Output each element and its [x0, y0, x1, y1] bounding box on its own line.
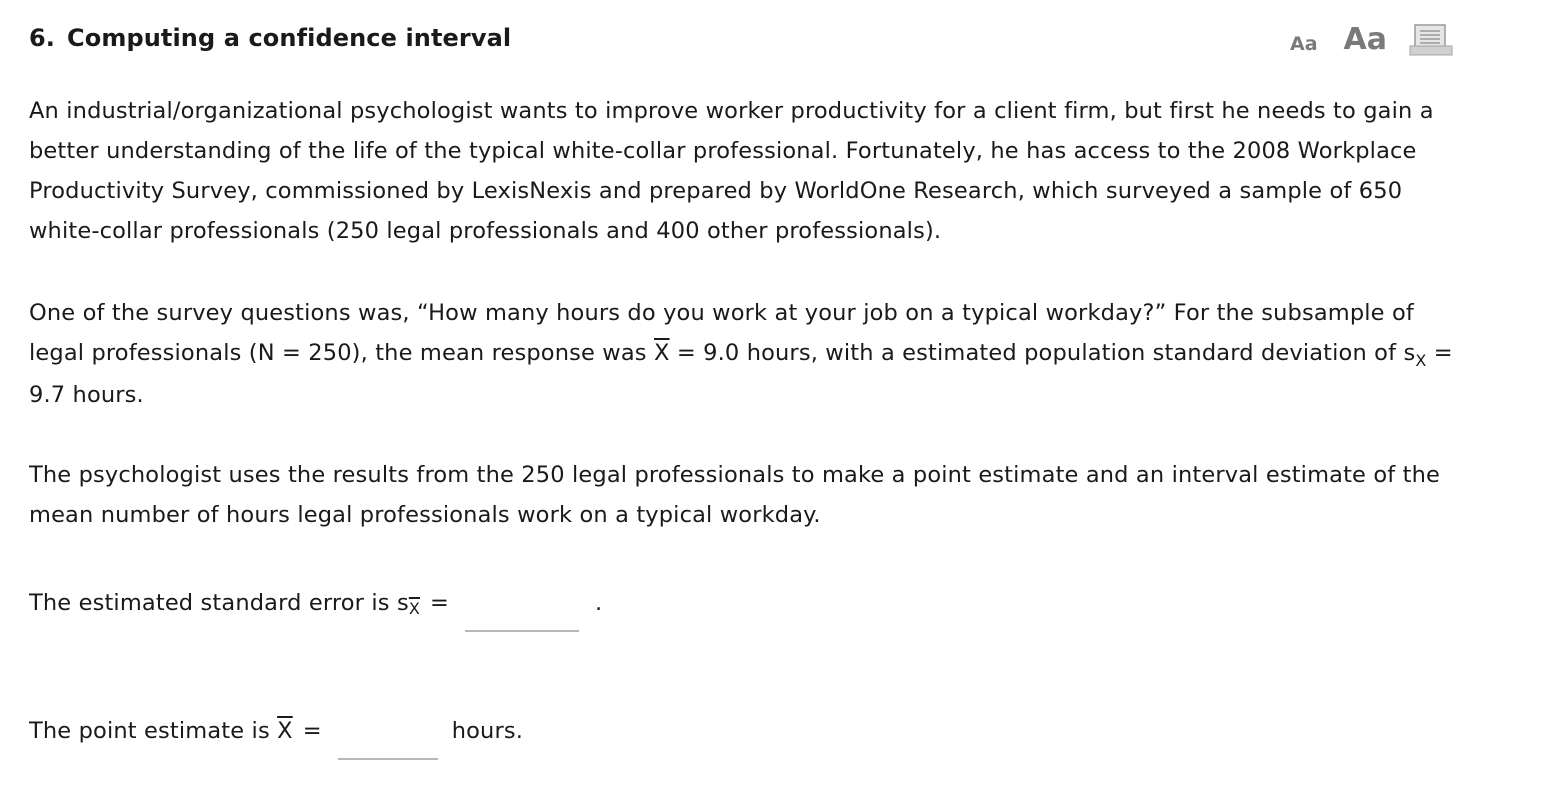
question-number: 6.: [29, 24, 56, 52]
sx-subscript: X: [1415, 351, 1427, 370]
sample-mean-symbol: $\overline{X}$: [653, 340, 670, 366]
printer-icon[interactable]: [1409, 22, 1453, 58]
intro-paragraph: An industrial/organizational psychologist wants to improve worker productivity for a client firm, but first he needs to gain a better understanding of the life of the typical white-collar professional. Fortunately, he has access to the 2008 Workplace Productivity Survey, commissioned by LexisNexis and prepared by WorldOne Research, which surveyed a sample of 650 white-collar professionals (250 legal professionals and 400 other professionals).: [29, 98, 1434, 244]
point-estimate-input[interactable]: [338, 720, 438, 760]
standard-error-row: [29, 583, 602, 623]
point-estimate-unit: hours.: [451, 718, 524, 744]
question-heading: [29, 24, 511, 52]
estimate-paragraph: The psychologist uses the results from the 250 legal professionals to make a point estimate and an interval estimate of the mean number of hours legal professionals work on a typical workday.: [29, 462, 1441, 528]
standard-error-period: .: [594, 590, 603, 616]
toolbar: [1290, 18, 1453, 62]
standard-error-subscript: $\overline{X}$: [408, 599, 420, 618]
standard-error-label: The estimated standard error is s: [29, 590, 409, 616]
point-estimate-symbol: $\overline{X}$: [277, 718, 293, 744]
decrease-font-button[interactable]: Aa: [1290, 32, 1318, 55]
standard-error-equals: =: [429, 590, 449, 616]
standard-error-input[interactable]: [465, 592, 579, 632]
point-estimate-row: [29, 711, 523, 751]
point-estimate-label: The point estimate is: [29, 718, 278, 744]
question-title: Computing a confidence interval: [67, 24, 512, 52]
survey-question-paragraph: [29, 293, 1469, 415]
paragraph2-text-2: = 9.0 hours, with a estimated population standard deviation of s: [669, 340, 1416, 366]
point-estimate-equals: =: [302, 718, 322, 744]
paragraph2-text-1: One of the survey questions was, “How many hours do you work at your job on a typical workday?” For the subsample of legal professionals (N = 250), the mean response was: [29, 300, 1414, 366]
paragraph2-text-3: = 9.7 hours.: [29, 340, 1453, 408]
increase-font-button[interactable]: Aa: [1343, 22, 1387, 57]
